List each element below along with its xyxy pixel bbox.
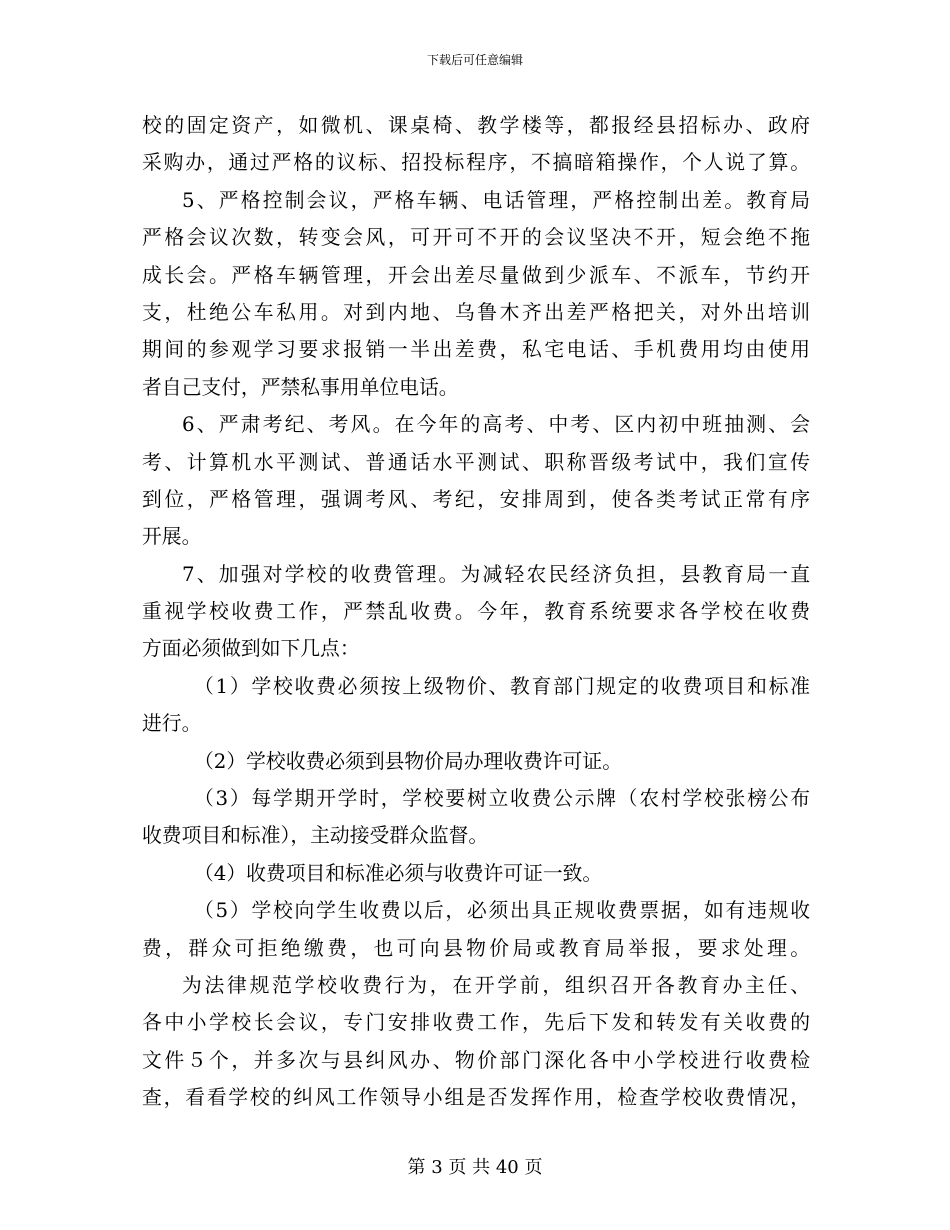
body-line: 费，群众可拒绝缴费，也可向县物价局或教育局举报，要求处理。: [142, 936, 810, 960]
body-line: （2）学校收费必须到县物价局办理收费许可证。: [194, 749, 622, 773]
body-line: 7、加强对学校的收费管理。为减轻农民经济负担，县教育局一直: [182, 562, 810, 586]
body-line: 期间的参观学习要求报销一半出差费，私宅电话、手机费用均由使用: [142, 338, 810, 362]
body-line: 文件５个，并多次与县纠风办、物价部门深化各中小学校进行收费检: [142, 1048, 810, 1072]
body-line: 考、计算机水平测试、普通话水平测试、职称晋级考试中，我们宣传: [142, 450, 810, 474]
body-line: （1）学校收费必须按上级物价、教育部门规定的收费项目和标准: [194, 674, 810, 698]
body-line: 查，看看学校的纠风工作领导小组是否发挥作用，检查学校收费情况，: [142, 1086, 810, 1110]
body-line: 支，杜绝公车私用。对到内地、乌鲁木齐出差严格把关，对外出培训: [142, 300, 810, 324]
body-line: 为法律规范学校收费行为，在开学前，组织召开各教育办主任、: [182, 973, 810, 997]
body-line: 到位，严格管理，强调考风、考纪，安排周到，使各类考试正常有序: [142, 487, 810, 511]
body-line: 成长会。严格车辆管理，开会出差尽量做到少派车、不派车，节约开: [142, 263, 810, 287]
body-line: 方面必须做到如下几点：: [142, 637, 360, 661]
body-line: 进行。: [142, 712, 202, 736]
body-line: 者自己支付，严禁私事用单位电话。: [142, 375, 459, 399]
body-line: （4）收费项目和标准必须与收费许可证一致。: [194, 861, 603, 885]
body-line: 校的固定资产，如微机、课桌椅、教学楼等，都报经县招标办、政府: [142, 114, 810, 137]
page-footer: 第 3 页 共 40 页: [407, 1157, 543, 1178]
page-header: 下载后可任意编辑: [426, 53, 523, 67]
body-line: 6、严肃考纪、考风。在今年的高考、中考、区内初中班抽测、会: [182, 413, 810, 437]
body-line: （3）每学期开学时，学校要树立收费公示牌（农村学校张榜公布: [194, 787, 810, 811]
body-line: 开展。: [142, 525, 202, 549]
body-line: 5、严格控制会议，严格车辆、电话管理，严格控制出差。教育局: [182, 188, 810, 212]
body-line: 重视学校收费工作，严禁乱收费。今年，教育系统要求各学校在收费: [142, 600, 810, 624]
body-line: 各中小学校长会议，专门安排收费工作，先后下发和转发有关收费的: [142, 1011, 810, 1035]
body-line: 采购办，通过严格的议标、招投标程序，不搞暗箱操作，个人说了算。: [142, 151, 810, 175]
body-line: 严格会议次数，转变会风，可开可不开的会议坚决不开，短会绝不拖: [142, 226, 810, 250]
document-body: [142, 107, 810, 1117]
body-line: （5）学校向学生收费以后，必须出具正规收费票据，如有违规收: [194, 899, 810, 923]
body-line: 收费项目和标准），主动接受群众监督。: [142, 824, 489, 848]
